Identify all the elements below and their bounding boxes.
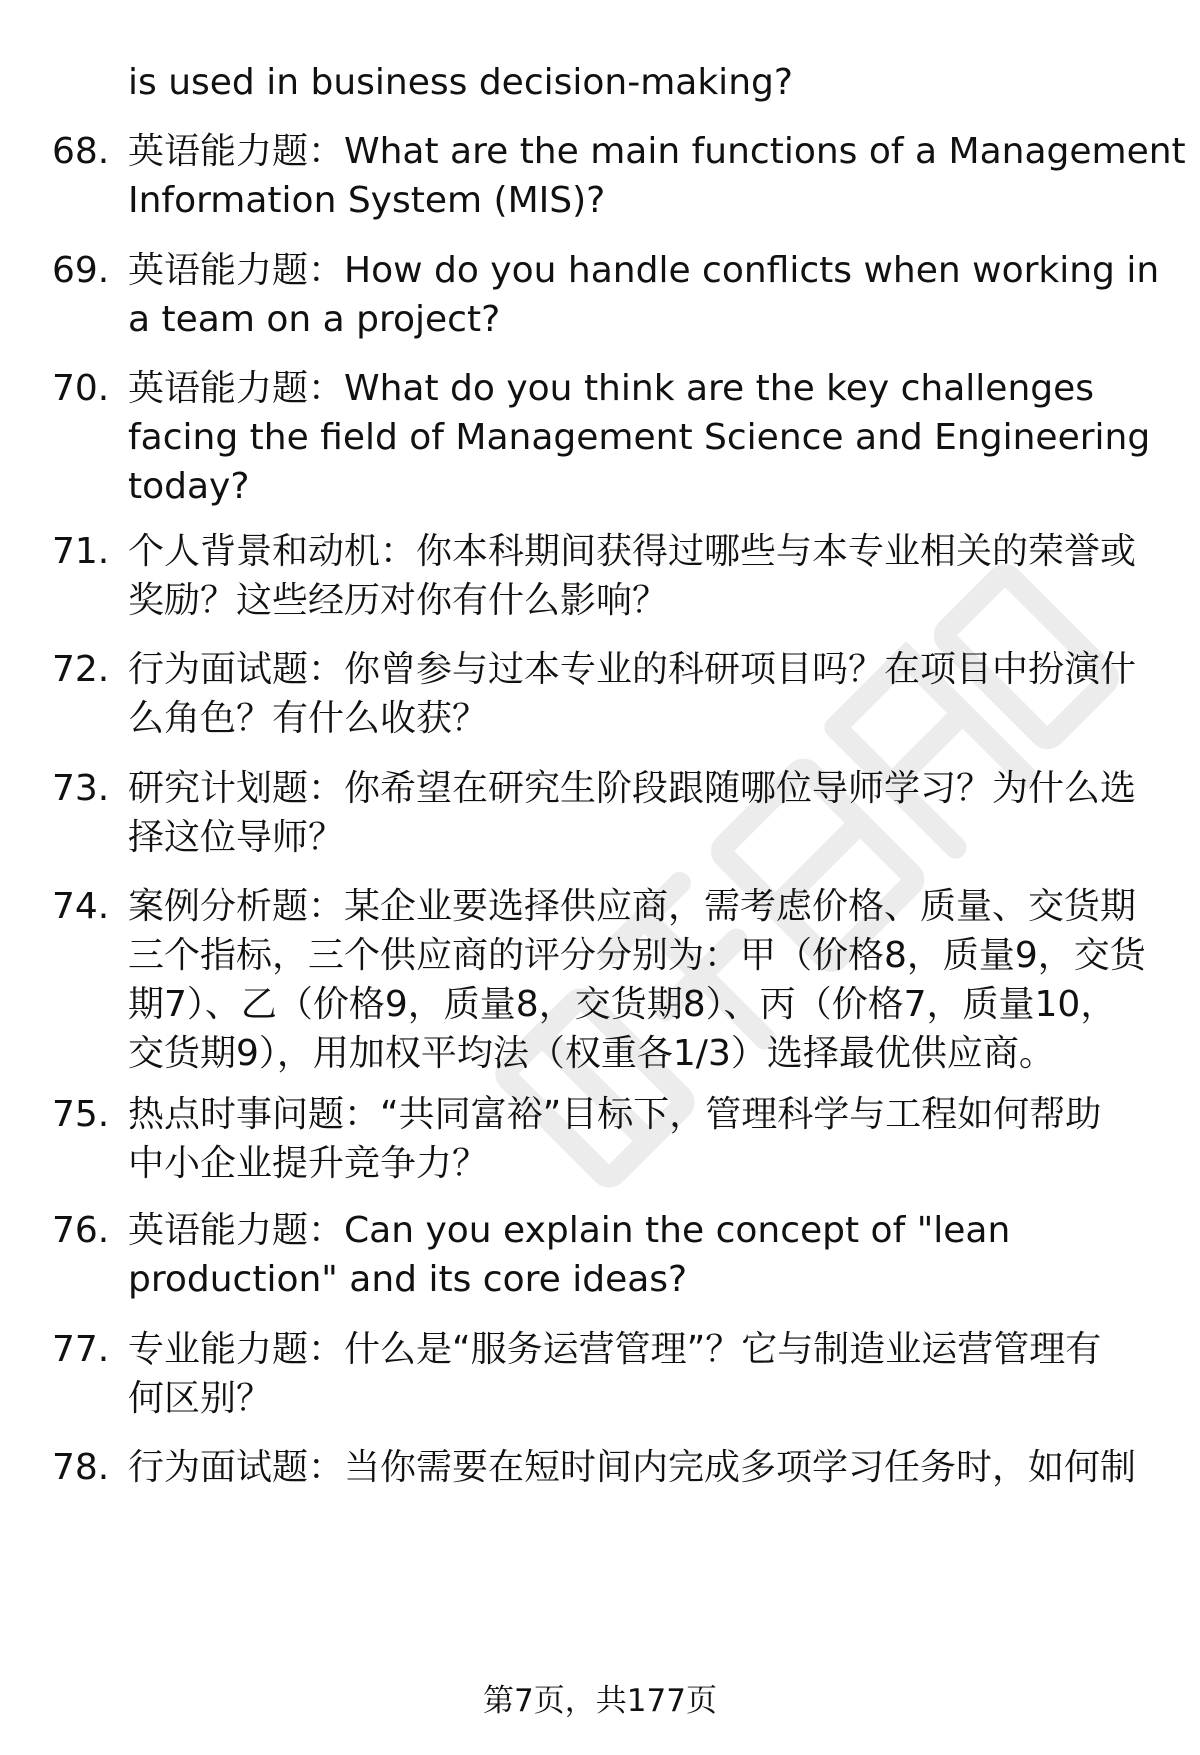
question-number: 76. [52, 1210, 110, 1251]
question-number: 77. [52, 1329, 110, 1370]
continuation-line: is used in business decision-making? [128, 62, 793, 103]
question-line: 交货期9），用加权平均法（权重各1/3）选择最优供应商。 [128, 1033, 1055, 1074]
page-number-footer: 第7页，共177页 [483, 1683, 717, 1719]
question-line: 英语能力题：What are the main functions of a Management [128, 131, 1186, 172]
question-line: 么角色？有什么收获？ [128, 698, 489, 739]
question-line: facing the field of Management Science and Engineering [128, 417, 1151, 458]
question-number: 78. [52, 1447, 110, 1488]
question-line: 行为面试题：你曾参与过本专业的科研项目吗？在项目中扮演什 [128, 649, 1137, 690]
question-line: 中小企业提升竞争力？ [128, 1143, 489, 1184]
question-line: 热点时事问题：“共同富裕”目标下，管理科学与工程如何帮助 [128, 1094, 1102, 1135]
question-number: 70. [52, 368, 110, 409]
question-line: 行为面试题：当你需要在短时间内完成多项学习任务时，如何制 [128, 1447, 1137, 1488]
question-line: Information System (MIS)? [128, 180, 606, 221]
question-number: 73. [52, 768, 110, 809]
question-line: 研究计划题：你希望在研究生阶段跟随哪位导师学习？为什么选 [128, 768, 1137, 809]
question-line: 期7）、乙（价格9，质量8，交货期8）、丙（价格7，质量10， [128, 984, 1117, 1025]
question-line: production" and its core ideas? [128, 1259, 688, 1300]
question-line: 英语能力题：How do you handle conflicts when working in [128, 250, 1160, 291]
question-number: 74. [52, 886, 110, 927]
question-number: 75. [52, 1094, 110, 1135]
question-number: 72. [52, 649, 110, 690]
question-line: 英语能力题：Can you explain the concept of "lean [128, 1210, 1011, 1251]
question-line: 个人背景和动机：你本科期间获得过哪些与本专业相关的荣誉或 [128, 531, 1137, 572]
question-line: 专业能力题：什么是“服务运营管理”？它与制造业运营管理有 [128, 1329, 1102, 1370]
question-line: 择这位导师？ [128, 817, 345, 858]
question-line: today? [128, 466, 250, 507]
question-line: 何区别？ [128, 1378, 273, 1419]
question-line: 三个指标，三个供应商的评分分别为：甲（价格8，质量9，交货 [128, 935, 1146, 976]
question-number: 69. [52, 250, 110, 291]
question-number: 71. [52, 531, 110, 572]
question-number: 68. [52, 131, 110, 172]
question-line: 案例分析题：某企业要选择供应商，需考虑价格、质量、交货期 [128, 886, 1137, 927]
question-line: 奖励？这些经历对你有什么影响？ [128, 580, 669, 621]
question-line: a team on a project? [128, 299, 501, 340]
question-line: 英语能力题：What do you think are the key challenges [128, 368, 1095, 409]
